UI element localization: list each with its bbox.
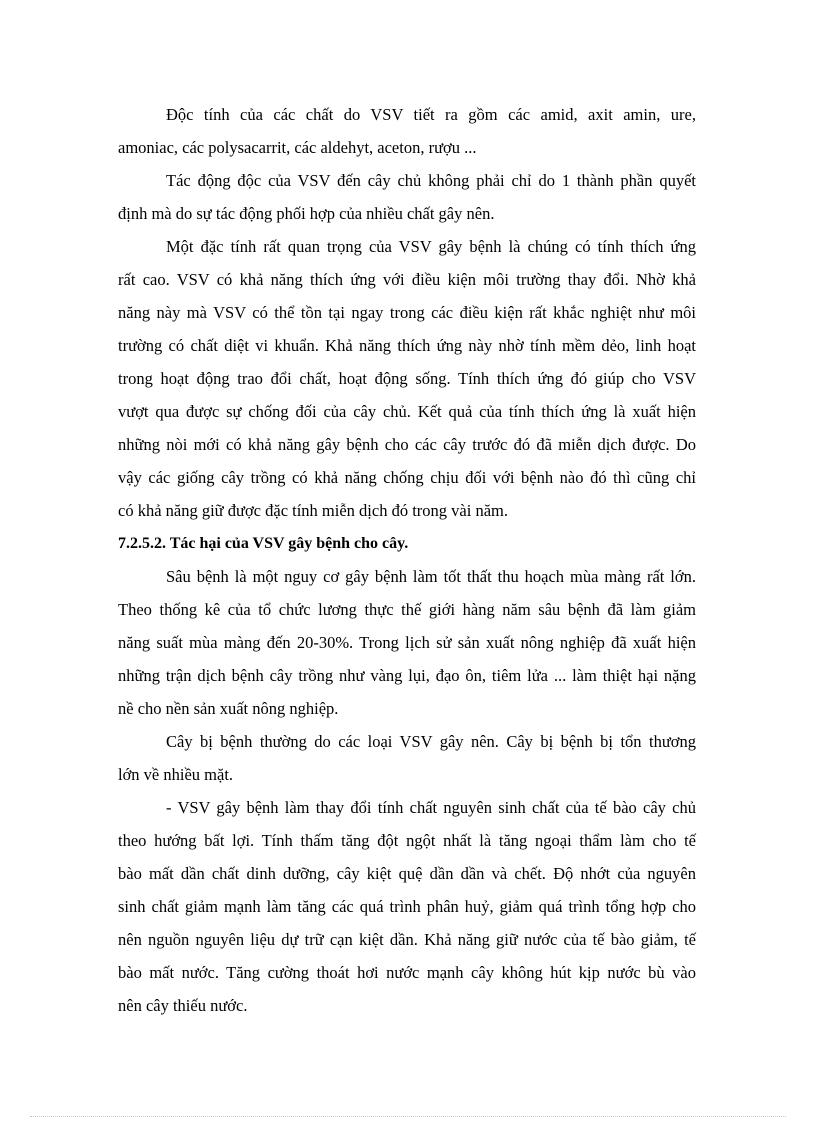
text-line: nề cho nền sản xuất nông nghiệp. xyxy=(118,699,339,718)
text-line: bào mất dần chất dinh dưỡng, cây kiệt quệ dần dần và chết. Độ nhớt của nguyên xyxy=(118,864,696,883)
text-line: Tác động độc của VSV đến cây chủ không phải chỉ do 1 thành phần quyết xyxy=(166,171,696,190)
text-line: sinh chất giảm mạnh làm tăng các quá trình phân huỷ, giảm quá trình tổng hợp cho xyxy=(118,897,696,916)
text-line: - VSV gây bệnh làm thay đổi tính chất nguyên sinh chất của tế bào cây chủ xyxy=(166,798,696,817)
text-line: nên cây thiếu nước. xyxy=(118,996,248,1015)
text-line: những nòi mới có khả năng gây bệnh cho các cây trước đó đã miễn dịch được. Do xyxy=(118,435,696,454)
text-line: vậy các giống cây trồng có khả năng chống chịu đối với bệnh nào đó thì cũng chỉ xyxy=(118,468,696,487)
text-line: vượt qua được sự chống đối của cây chủ. Kết quả của tính thích ứng là xuất hiện xyxy=(118,402,696,421)
text-line: những trận dịch bệnh cây trồng như vàng lụi, đạo ôn, tiêm lửa ... làm thiệt hại nặng xyxy=(118,666,696,685)
text-line: theo hướng bất lợi. Tính thấm tăng đột ngột nhất là tăng ngoại thẩm làm cho tế xyxy=(118,831,696,850)
text-line: Sâu bệnh là một nguy cơ gây bệnh làm tốt thất thu hoạch mùa màng rất lớn. xyxy=(166,567,696,586)
text-line: rất cao. VSV có khả năng thích ứng với điều kiện môi trường thay đổi. Nhờ khả xyxy=(118,270,696,289)
section-heading: 7.2.5.2. Tác hại của VSV gây bệnh cho cây. xyxy=(118,535,409,552)
text-line: Theo thống kê của tổ chức lương thực thế giới hàng năm sâu bệnh đã làm giảm xyxy=(118,600,696,619)
paragraph-adaptability xyxy=(118,230,696,527)
text-line: Độc tính của các chất do VSV tiết ra gồm các amid, axit amin, ure, xyxy=(166,105,696,124)
text-line: trường có chất diệt vi khuẩn. Khả năng thích ứng này nhờ tính mềm dẻo, linh hoạt xyxy=(118,336,696,355)
text-line: trong hoạt động trao đổi chất, hoạt động sống. Tính thích ứng đó giúp cho VSV xyxy=(118,369,696,388)
paragraph-toxic-effect xyxy=(118,164,696,230)
paragraph-pest-damage xyxy=(118,560,696,725)
text-line: Một đặc tính rất quan trọng của VSV gây bệnh là chúng có tính thích ứng xyxy=(166,237,696,256)
text-line: năng suất mùa màng đến 20-30%. Trong lịch sử sản xuất nông nghiệp đã xuất hiện xyxy=(118,633,696,652)
text-line: amoniac, các polysacarrit, các aldehyt, aceton, rượu ... xyxy=(118,138,477,157)
page-bottom-divider xyxy=(30,1116,786,1117)
text-line: có khả năng giữ được đặc tính miễn dịch đó trong vài năm. xyxy=(118,501,508,520)
text-line: nên nguồn nguyên liệu dự trữ cạn kiệt dần. Khả năng giữ nước của tế bào giảm, tế xyxy=(118,930,696,949)
text-line: năng này mà VSV có thể tồn tại ngay trong các điều kiện rất khắc nghiệt như môi xyxy=(118,303,696,322)
text-line: bào mất nước. Tăng cường thoát hơi nước mạnh cây không hút kịp nước bù vào xyxy=(118,963,696,982)
document-page xyxy=(118,98,696,1022)
paragraph-protoplasm-effects xyxy=(118,791,696,1022)
text-line: lớn về nhiều mặt. xyxy=(118,765,234,784)
paragraph-plant-disease xyxy=(118,725,696,791)
paragraph-toxins xyxy=(118,98,696,164)
text-line: Cây bị bệnh thường do các loại VSV gây nên. Cây bị bệnh bị tổn thương xyxy=(166,732,696,751)
text-line: định mà do sự tác động phối hợp của nhiều chất gây nên. xyxy=(118,204,495,223)
